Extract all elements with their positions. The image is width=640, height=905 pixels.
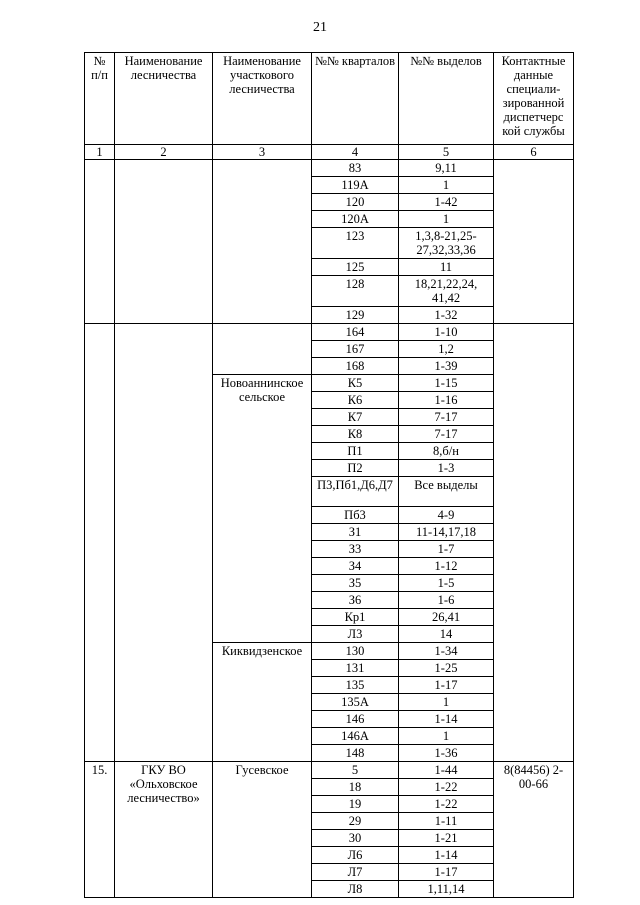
quarter-cell: П2 xyxy=(312,460,399,477)
quarter-cell: З1 xyxy=(312,524,399,541)
quarter-cell: З3 xyxy=(312,541,399,558)
quarter-cell: 135 xyxy=(312,677,399,694)
allotment-cell: 1-17 xyxy=(399,677,494,694)
header-forestry: Наименование лесничества xyxy=(115,53,213,145)
quarter-cell: 131 xyxy=(312,660,399,677)
quarter-cell: К7 xyxy=(312,409,399,426)
allotment-cell: 1-16 xyxy=(399,392,494,409)
quarter-cell: 128 xyxy=(312,276,399,307)
allotment-cell: 4-9 xyxy=(399,507,494,524)
allotment-cell: 1 xyxy=(399,728,494,745)
allotment-cell: 1-34 xyxy=(399,643,494,660)
quarter-cell: 146 xyxy=(312,711,399,728)
quarter-cell: 123 xyxy=(312,228,399,259)
quarter-cell: 146А xyxy=(312,728,399,745)
quarter-cell: П1 xyxy=(312,443,399,460)
allotment-cell: 1,11,14 xyxy=(399,881,494,898)
quarter-cell: З6 xyxy=(312,592,399,609)
quarter-cell: 168 xyxy=(312,358,399,375)
contact-cell xyxy=(494,160,574,324)
allotment-cell: 7-17 xyxy=(399,426,494,443)
quarter-cell: Л8 xyxy=(312,881,399,898)
allotment-cell: 1-22 xyxy=(399,779,494,796)
allotment-cell: 1-12 xyxy=(399,558,494,575)
quarter-cell: 130 xyxy=(312,643,399,660)
quarter-cell: 18 xyxy=(312,779,399,796)
allotment-cell: 1-32 xyxy=(399,307,494,324)
quarter-cell: 30 xyxy=(312,830,399,847)
column-number-row xyxy=(85,145,574,160)
allotment-cell: 18,21,22,24, 41,42 xyxy=(399,276,494,307)
allotment-cell: 7-17 xyxy=(399,409,494,426)
quarter-cell: Л3 xyxy=(312,626,399,643)
quarter-cell: 135А xyxy=(312,694,399,711)
quarter-cell: Л6 xyxy=(312,847,399,864)
district-cell: Гусевское xyxy=(213,762,312,898)
quarter-cell: 120А xyxy=(312,211,399,228)
header-row xyxy=(85,53,574,145)
quarter-cell: 129 xyxy=(312,307,399,324)
allotment-cell: 1-14 xyxy=(399,847,494,864)
allotment-cell: 1-14 xyxy=(399,711,494,728)
header-contacts: Контактные данные специали-зированной диспетчерс кой службы xyxy=(494,53,574,145)
allotment-cell: Все выделы xyxy=(399,477,494,507)
district-cell xyxy=(213,160,312,324)
allotment-cell: 1-36 xyxy=(399,745,494,762)
allotment-cell: 1-6 xyxy=(399,592,494,609)
table-row xyxy=(85,324,574,341)
column-number: 6 xyxy=(494,145,574,160)
allotment-cell: 1-5 xyxy=(399,575,494,592)
column-number: 4 xyxy=(312,145,399,160)
quarter-cell: 119А xyxy=(312,177,399,194)
allotment-cell: 1-25 xyxy=(399,660,494,677)
column-number: 5 xyxy=(399,145,494,160)
allotment-cell: 1-7 xyxy=(399,541,494,558)
allotment-cell: 1,3,8-21,25-27,32,33,36 xyxy=(399,228,494,259)
allotment-cell: 1-3 xyxy=(399,460,494,477)
quarter-cell: 148 xyxy=(312,745,399,762)
allotment-cell: 11-14,17,18 xyxy=(399,524,494,541)
allotment-cell: 11 xyxy=(399,259,494,276)
header-quarters: №№ кварталов xyxy=(312,53,399,145)
quarter-cell: З5 xyxy=(312,575,399,592)
allotment-cell: 1-39 xyxy=(399,358,494,375)
number-cell: 15. xyxy=(85,762,115,898)
quarter-cell: К5 xyxy=(312,375,399,392)
allotment-cell: 1-21 xyxy=(399,830,494,847)
allotment-cell: 1 xyxy=(399,177,494,194)
quarter-cell: 83 xyxy=(312,160,399,177)
page-number: 21 xyxy=(313,20,327,35)
district-name-kikvidzenskoe: Киквидзенское xyxy=(213,643,312,762)
contact-cell: 8(84456) 2-00-66 xyxy=(494,762,574,898)
quarter-cell: Пб3 xyxy=(312,507,399,524)
quarter-cell: 120 xyxy=(312,194,399,211)
allotment-cell: 1 xyxy=(399,694,494,711)
allotment-cell: 1-17 xyxy=(399,864,494,881)
header-allotments: №№ выделов xyxy=(399,53,494,145)
quarter-cell: 19 xyxy=(312,796,399,813)
contact-cell xyxy=(494,324,574,762)
quarter-cell: З4 xyxy=(312,558,399,575)
header-number: № п/п xyxy=(85,53,115,145)
district-name-novoanninskoe: Новоаннинское сельское xyxy=(213,375,312,643)
quarter-cell: Л7 xyxy=(312,864,399,881)
allotment-cell: 26,41 xyxy=(399,609,494,626)
allotment-cell: 1-11 xyxy=(399,813,494,830)
quarter-cell: 5 xyxy=(312,762,399,779)
allotment-cell: 1-44 xyxy=(399,762,494,779)
allotment-cell: 1-42 xyxy=(399,194,494,211)
column-number: 2 xyxy=(115,145,213,160)
allotment-cell: 14 xyxy=(399,626,494,643)
allotment-cell: 1-22 xyxy=(399,796,494,813)
quarter-cell: 167 xyxy=(312,341,399,358)
quarter-cell: 29 xyxy=(312,813,399,830)
allotment-cell: 9,11 xyxy=(399,160,494,177)
quarter-cell: П3,Пб1,Д6,Д7 xyxy=(312,477,399,507)
allotment-cell: 1 xyxy=(399,211,494,228)
table-row xyxy=(85,160,574,177)
forestry-cell xyxy=(115,324,213,762)
column-number: 3 xyxy=(213,145,312,160)
quarter-cell: К6 xyxy=(312,392,399,409)
quarter-cell: 164 xyxy=(312,324,399,341)
allotment-cell: 1,2 xyxy=(399,341,494,358)
district-cell xyxy=(213,324,312,375)
table-row xyxy=(85,762,574,779)
forestry-cell xyxy=(115,160,213,324)
column-number: 1 xyxy=(85,145,115,160)
quarter-cell: Кр1 xyxy=(312,609,399,626)
allotment-cell: 8,б/н xyxy=(399,443,494,460)
number-cell xyxy=(85,324,115,762)
forestry-table xyxy=(84,52,574,898)
allotment-cell: 1-10 xyxy=(399,324,494,341)
header-district: Наименование участкового лесничества xyxy=(213,53,312,145)
number-cell xyxy=(85,160,115,324)
quarter-cell: К8 xyxy=(312,426,399,443)
allotment-cell: 1-15 xyxy=(399,375,494,392)
forestry-cell: ГКУ ВО «Ольховское лесничество» xyxy=(115,762,213,898)
quarter-cell: 125 xyxy=(312,259,399,276)
